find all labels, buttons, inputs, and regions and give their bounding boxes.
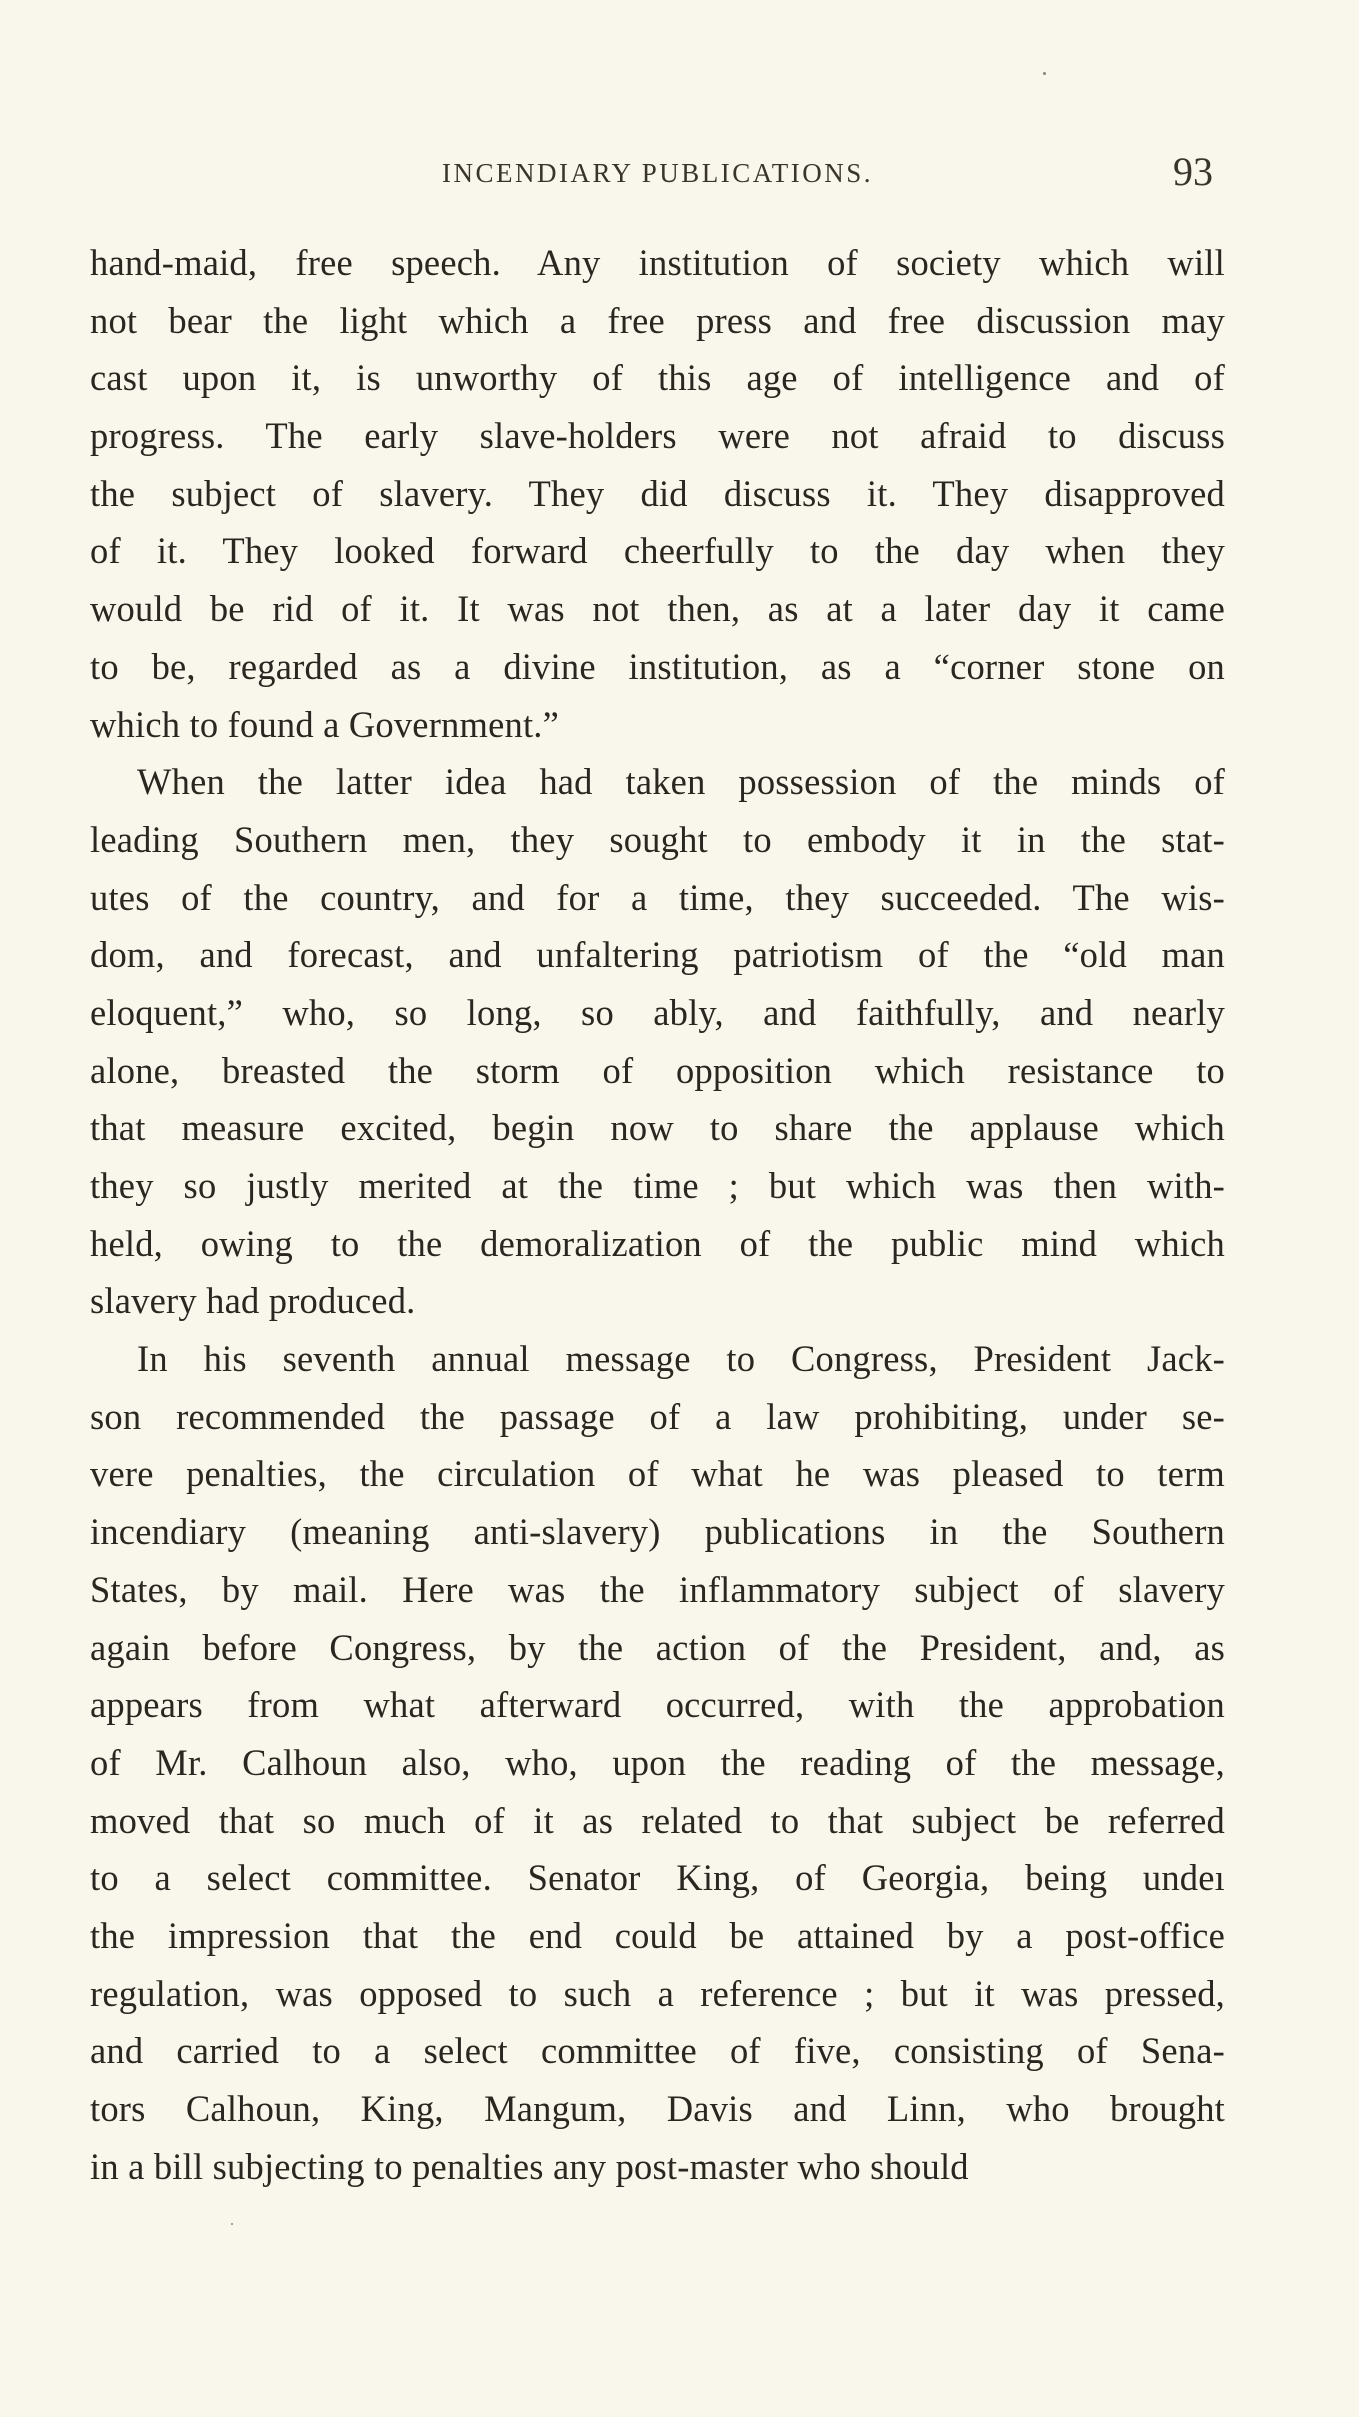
running-title: INCENDIARY PUBLICATIONS. [441, 158, 873, 188]
paper-speck [1043, 72, 1046, 75]
paragraph [90, 753, 1225, 1330]
text-line: incendiary (meaning anti-slavery) publications in the Southern [90, 1511, 1225, 1553]
text-line: to be, regarded as a divine institution, as a “corner stone on [90, 645, 1225, 687]
text-line: appears from what afterward occurred, with the approbation [90, 1684, 1225, 1726]
page-number: 93 [1173, 149, 1213, 194]
text-line: alone, breasted the storm of opposition which resistance to [90, 1049, 1225, 1091]
text-line: and carried to a select committee of five, consisting of Sena- [90, 2030, 1225, 2072]
text-line: son recommended the passage of a law prohibiting, under se- [90, 1395, 1225, 1437]
running-head [90, 148, 1225, 200]
text-line: the subject of slavery. They did discuss it. They disapproved [90, 472, 1225, 514]
text-line: tors Calhoun, King, Mangum, Davis and Linn, who brought [90, 2088, 1225, 2129]
text-line: cast upon it, is unworthy of this age of intelligence and of [90, 357, 1225, 399]
text-line: that measure excited, begin now to share the applause which [90, 1107, 1225, 1149]
text-line: When the latter idea had taken possession of the minds of [137, 761, 1225, 803]
text-line: In his seventh annual message to Congress, President Jack- [137, 1338, 1225, 1380]
paragraph [90, 1330, 1225, 2195]
text-line: moved that so much of it as related to that subject be referred [90, 1799, 1225, 1841]
text-line: the impression that the end could be attained by a post-office [90, 1914, 1225, 1956]
text-line: they so justly merited at the time ; but which was then with- [90, 1165, 1225, 1206]
paper-speck [231, 2223, 233, 2225]
text-line: held, owing to the demoralization of the public mind which [90, 1222, 1225, 1264]
text-line: dom, and forecast, and unfaltering patriotism of the “old man [90, 934, 1225, 976]
text-line: of Mr. Calhoun also, who, upon the reading of the message, [90, 1741, 1225, 1783]
text-line: which to found a Government.” [90, 703, 560, 745]
text-line: regulation, was opposed to such a reference ; but it was pressed, [90, 1972, 1225, 2014]
text-line: vere penalties, the circulation of what he was pleased to term [90, 1453, 1225, 1495]
text-line: States, by mail. Here was the inflammatory subject of slavery [90, 1568, 1225, 1610]
text-line: to a select committee. Senator King, of Georgia, being undeı [90, 1857, 1225, 1899]
text-line: of it. They looked forward cheerfully to the day when they [90, 530, 1225, 572]
text-line: progress. The early slave-holders were not afraid to discuss [90, 415, 1225, 457]
text-line: not bear the light which a free press and free discussion may [90, 299, 1225, 341]
text-line: again before Congress, by the action of the President, and, as [90, 1626, 1225, 1668]
text-line: in a bill subjecting to penalties any post-master who should [90, 2145, 969, 2187]
text-line: leading Southern men, they sought to embody it in the stat- [90, 818, 1225, 860]
body-text [90, 234, 1225, 2195]
text-line: hand-maid, free speech. Any institution of society which will [90, 242, 1225, 283]
text-line: would be rid of it. It was not then, as at a later day it came [90, 588, 1225, 630]
text-line: eloquent,” who, so long, so ably, and faithfully, and nearly [90, 991, 1225, 1033]
paragraph [90, 234, 1225, 753]
text-line: slavery had produced. [90, 1280, 416, 1322]
text-line: utes of the country, and for a time, they succeeded. The wis- [90, 876, 1225, 918]
